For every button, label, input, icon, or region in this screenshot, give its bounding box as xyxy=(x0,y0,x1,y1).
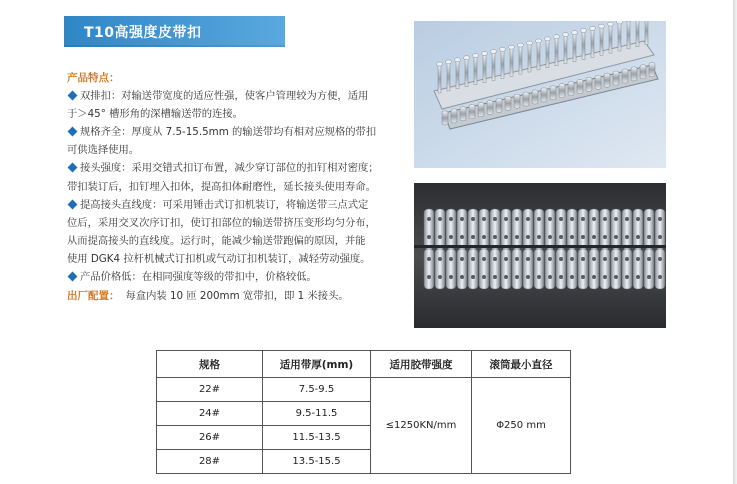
cell-thickness: 11.5-13.5 xyxy=(263,426,371,450)
feature-text: 产品价格低：在相同强度等级的带扣中，价格较低。 xyxy=(80,271,317,284)
feature-text: 于＞45° 槽形角的深槽输送带的连接。 xyxy=(67,108,243,121)
spec-table xyxy=(156,350,571,474)
feature-text: 规格齐全：厚度从 7.5-15.5mm 的输送带均有相对应规格的带扣 xyxy=(80,126,377,139)
diamond-bullet-icon xyxy=(68,91,78,101)
feature-text: 可供选择使用。 xyxy=(67,144,140,157)
feature-line xyxy=(67,268,411,286)
product-photo-installed-belt xyxy=(414,183,666,328)
feature-text: 从而提高接头的直线度。运行时，能减少输送带跑偏的原因，并能 xyxy=(67,234,366,247)
feature-text: 接头强度：采用交错式扣订布置，减少穿订部位的扣钉相对密度； xyxy=(80,162,379,175)
cell-spec: 26# xyxy=(157,426,263,450)
feature-line xyxy=(67,250,411,268)
feature-text: 提高接头直线度：可采用锤击式订扣机装订，将输送带三点式定 xyxy=(80,198,369,211)
feature-line xyxy=(67,123,411,141)
description-block xyxy=(67,69,411,305)
cell-spec: 28# xyxy=(157,450,263,474)
header-spec: 规格 xyxy=(157,351,263,378)
diamond-bullet-icon xyxy=(68,199,78,209)
feature-line xyxy=(67,232,411,250)
cell-thickness: 7.5-9.5 xyxy=(263,378,371,402)
diamond-bullet-icon xyxy=(68,272,78,282)
feature-text: 使用 DGK4 拉杆机械式订扣机或气动订扣机装订，减轻劳动强度。 xyxy=(67,252,371,265)
spec-table-header xyxy=(157,351,571,378)
packing-line xyxy=(67,287,411,305)
feature-line xyxy=(67,159,411,177)
packing-heading: 出厂配置： xyxy=(67,290,120,303)
cell-thickness: 13.5-15.5 xyxy=(263,450,371,474)
header-thickness: 适用带厚(mm) xyxy=(263,351,371,378)
cell-strength: ≤1250KN/mm xyxy=(371,378,472,474)
title-banner xyxy=(64,16,285,47)
cell-spec: 24# xyxy=(157,402,263,426)
feature-text: 位后，采用交叉次序订扣，使订扣部位的输送带挤压变形均匀分布， xyxy=(67,216,376,229)
page-title: T10高强度皮带扣 xyxy=(84,25,202,41)
features-list xyxy=(67,87,411,286)
cell-thickness: 9.5-11.5 xyxy=(263,402,371,426)
feature-line xyxy=(67,105,411,123)
header-min-diameter: 滚筒最小直径 xyxy=(472,351,571,378)
table-row xyxy=(157,378,571,402)
product-photo-buckle-strip xyxy=(414,21,666,168)
features-heading: 产品特点： xyxy=(67,72,120,84)
header-strength: 适用胶带强度 xyxy=(371,351,472,378)
cell-min-diameter: Φ250 mm xyxy=(472,378,571,474)
feature-line xyxy=(67,87,411,105)
packing-text: 每盒内装 10 匝 200mm 宽带扣，即 1 米接头。 xyxy=(125,290,349,303)
page-edge xyxy=(733,0,737,484)
feature-text: 带扣装订后，扣钉埋入扣体，提高扣体耐磨性，延长接头使用寿命。 xyxy=(67,180,376,193)
feature-line xyxy=(67,141,411,159)
cell-spec: 22# xyxy=(157,378,263,402)
diamond-bullet-icon xyxy=(68,163,78,173)
feature-line xyxy=(67,196,411,214)
feature-line xyxy=(67,214,411,232)
diamond-bullet-icon xyxy=(68,127,78,137)
feature-line xyxy=(67,178,411,196)
feature-text: 双排扣：对输送带宽度的适应性强，使客户管理较为方便，适用 xyxy=(80,90,369,103)
